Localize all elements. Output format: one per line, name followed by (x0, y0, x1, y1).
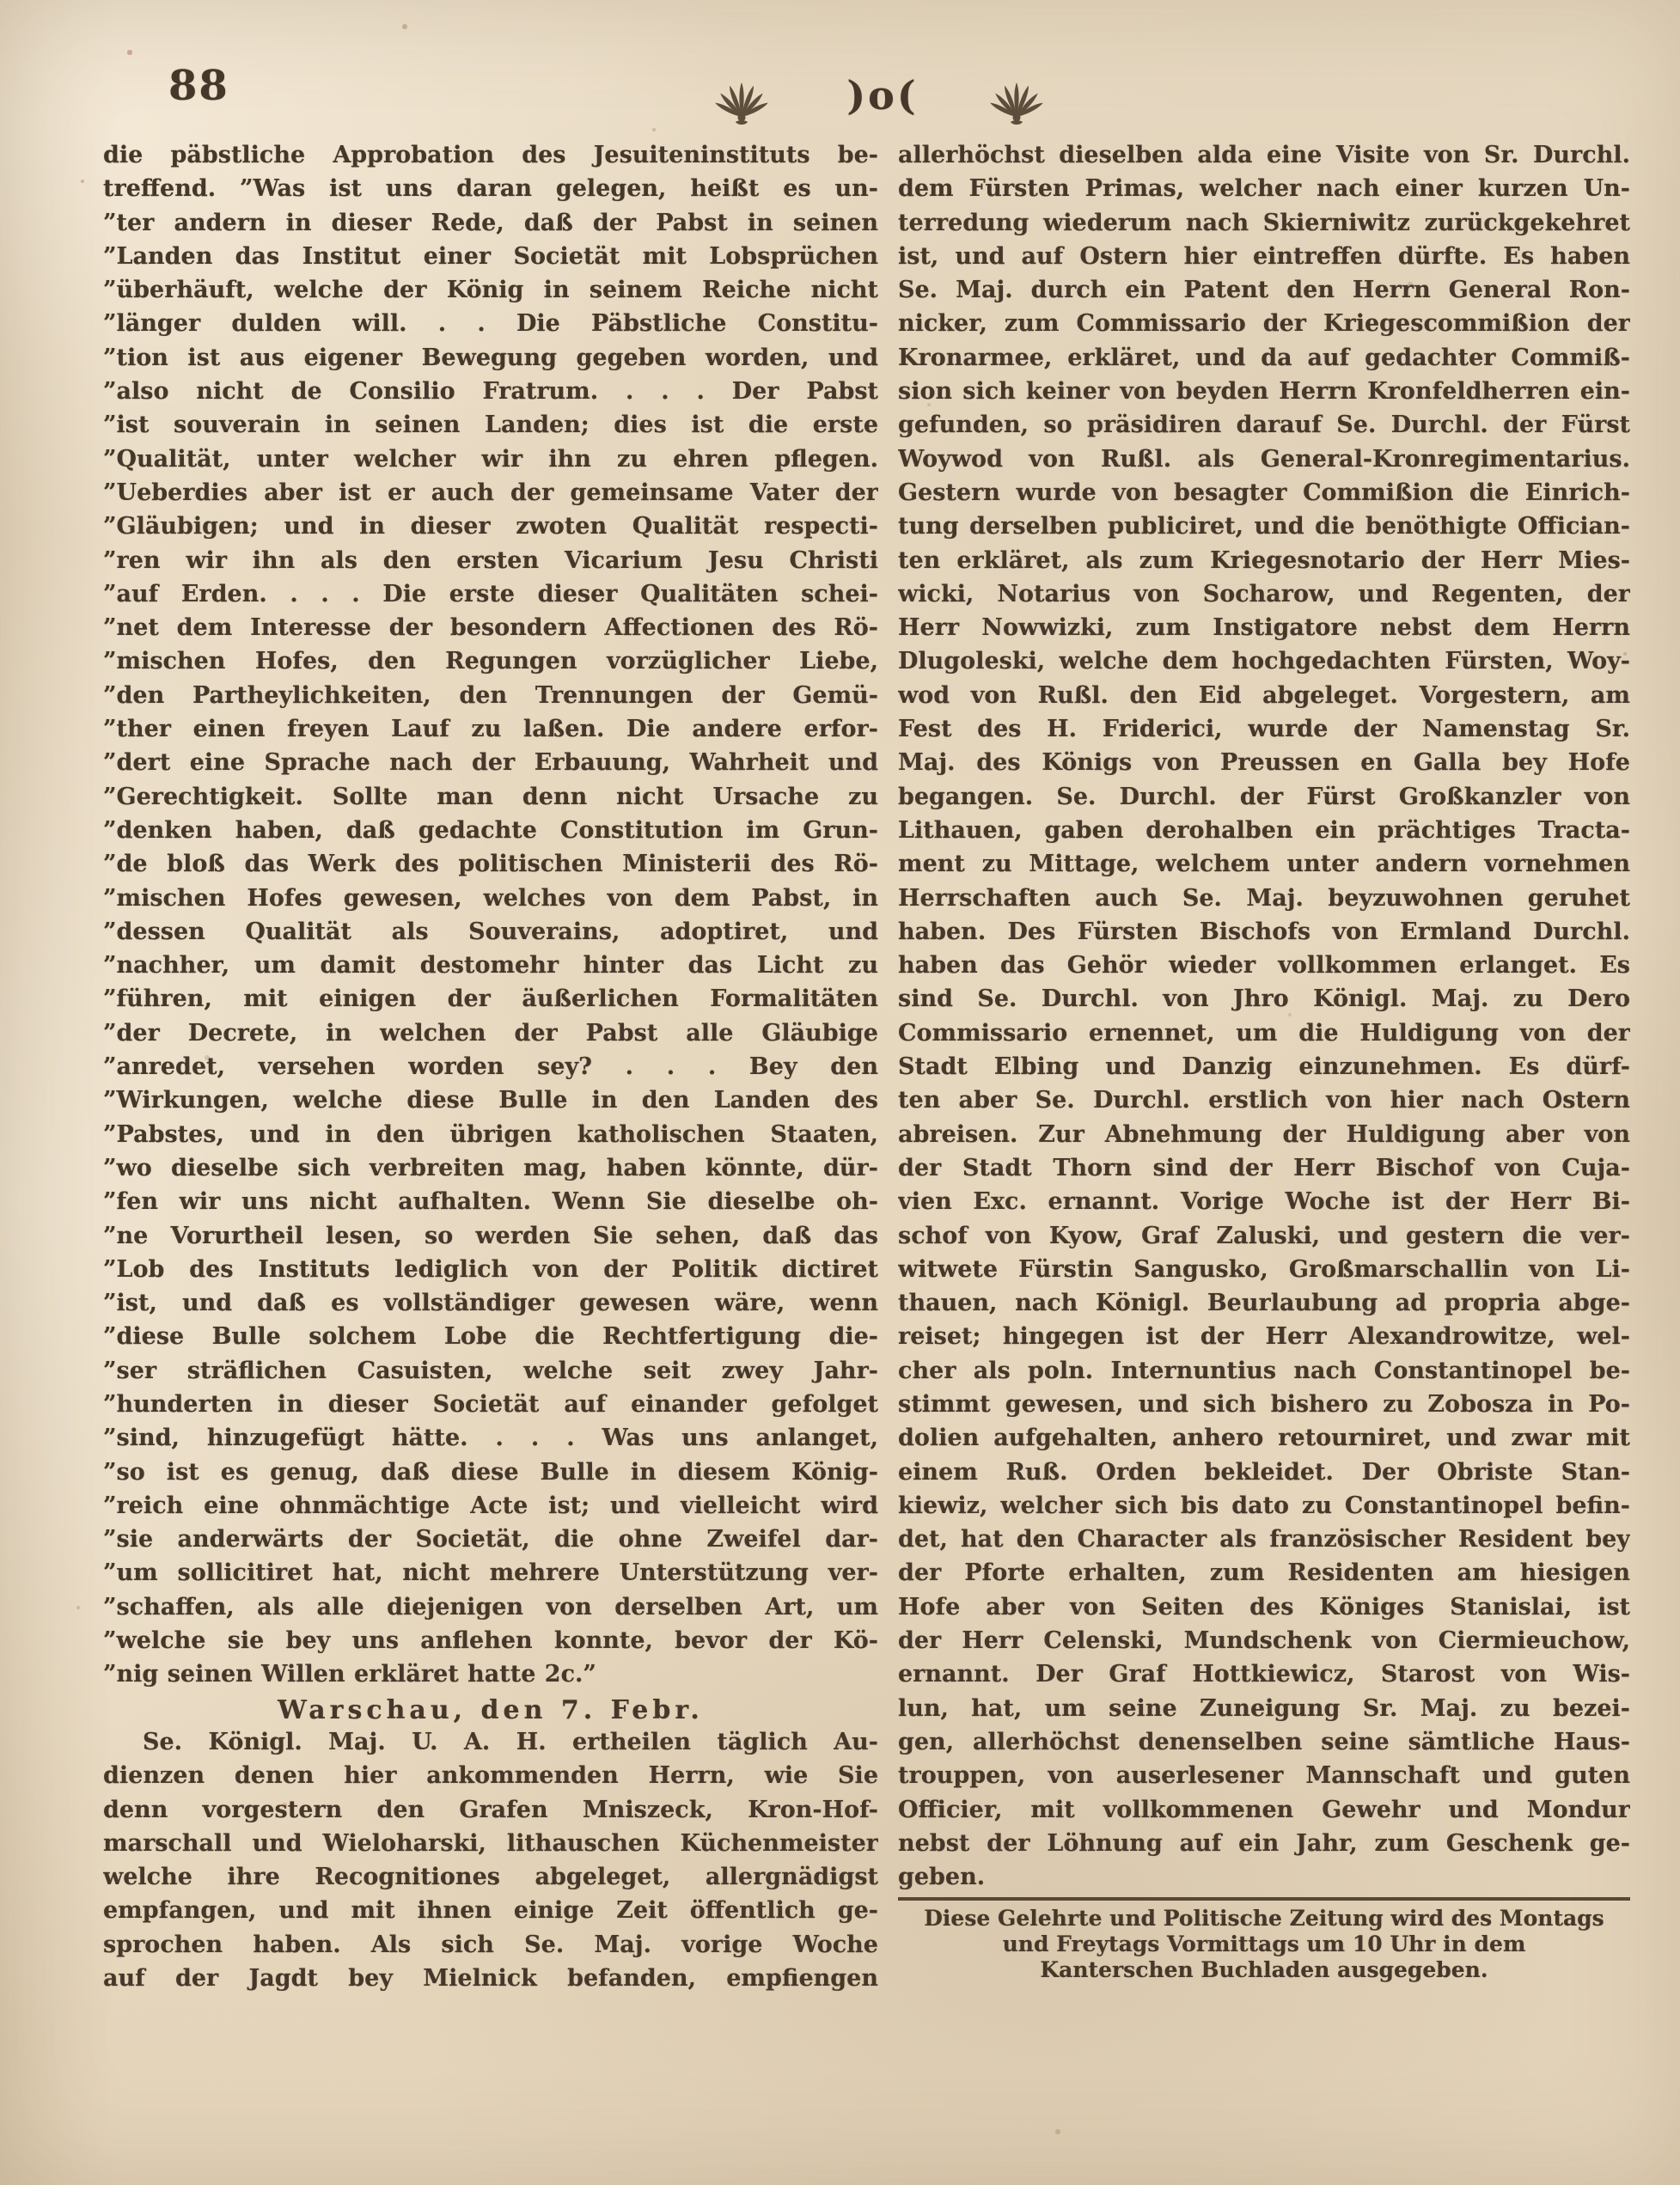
text-line: ”länger dulden will. . . Die Päbstliche Constitu- (103, 310, 878, 338)
text-line: ten erkläret, als zum Kriegesnotario der Herr Mies- (898, 546, 1630, 574)
text-line: stimmt gewesen, und sich bishero zu Zobosza in Po- (898, 1390, 1630, 1418)
text-line: nebst der Löhnung auf ein Jahr, zum Geschenk ge- (898, 1829, 1630, 1857)
text-line: ”Gläubigen; und in dieser zwoten Qualität respecti- (103, 513, 878, 540)
text-line: ”ne Vorurtheil lesen, so werden Sie sehen, daß das (103, 1222, 878, 1249)
text-line: Se. Königl. Maj. U. A. H. ertheilen täglich Au- (143, 1728, 878, 1755)
text-line: kiewiz, welcher sich bis dato zu Constantinopel befin- (898, 1492, 1630, 1519)
imprint-notice (898, 1897, 1630, 1983)
text-line: gen, allerhöchst denenselben seine sämtliche Haus- (898, 1728, 1630, 1755)
text-line: tung derselben publiciret, und die benöthigte Offician- (898, 513, 1630, 540)
text-line: ”ren wir ihn als den ersten Vicarium Jesu Christi (103, 546, 878, 574)
text-line: ”dessen Qualität als Souverains, adoptiret, und (103, 918, 878, 945)
text-line: sprochen haben. Als sich Se. Maj. vorige Woche (103, 1931, 878, 1958)
text-line: wicki, Notarius von Socharow, und Regenten, der (898, 580, 1630, 607)
text-line: ”nachher, um damit destomehr hinter das Licht zu (103, 952, 878, 980)
text-line: ”der Decrete, in welchen der Pabst alle Gläubige (103, 1019, 878, 1047)
text-line: gefunden, so präsidiren darauf Se. Durchl. der Fürst (898, 412, 1630, 439)
footer-line: Kanterschen Buchladen ausgegeben. (1040, 1957, 1488, 1982)
text-line: ”überhäuft, welche der König in seinem Reiche nicht (103, 277, 878, 304)
text-line: dienzen denen hier ankommenden Herrn, wie Sie (103, 1762, 878, 1790)
fleuron-icon (988, 79, 1045, 131)
text-line: der Stadt Thorn sind der Herr Bischof von Cuja- (898, 1154, 1630, 1181)
text-line: ”ter andern in dieser Rede, daß der Pabst in seinen (103, 209, 878, 236)
text-line: ”Ueberdies aber ist er auch der gemeinsame Vater der (103, 479, 878, 506)
text-line: Fest des H. Friderici, wurde der Namenstag Sr. (898, 716, 1630, 743)
text-line: ”wo dieselbe sich verbreiten mag, haben könnte, dür- (103, 1154, 878, 1181)
text-line: ”mischen Hofes, den Regungen vorzüglicher Liebe, (103, 648, 878, 675)
right-text-column (898, 142, 1630, 1897)
fleuron-icon (713, 79, 770, 131)
left-text-column (103, 142, 878, 1999)
text-line: ”Qualität, unter welcher wir ihn zu ehren pflegen. (103, 445, 878, 473)
text-line: lun, hat, um seine Zuneigung Sr. Maj. zu bezei- (898, 1694, 1630, 1722)
paper-specks (0, 0, 2, 2)
text-line: ”Gerechtigkeit. Sollte man denn nicht Ursache zu (103, 783, 878, 810)
text-line: ”diese Bulle solchem Lobe die Rechtfertigung die- (103, 1323, 878, 1351)
text-line: Commissario ernennet, um die Huldigung von der (898, 1019, 1630, 1047)
text-line: Hofe aber von Seiten des Königes Stanislai, ist (898, 1593, 1630, 1620)
text-line: ”ist souverain in seinen Landen; dies ist die erste (103, 412, 878, 439)
text-line: sind Se. Durchl. von Jhro Königl. Maj. zu Dero (898, 986, 1630, 1013)
text-line: dolien aufgehalten, anhero retourniret, und zwar mit (898, 1425, 1630, 1452)
text-line: ”um sollicitiret hat, nicht mehrere Unterstützung ver- (103, 1559, 878, 1587)
text-line: ”hunderten in dieser Societät auf einander gefolget (103, 1390, 878, 1418)
text-line: dem Fürsten Primas, welcher nach einer kurzen Un- (898, 175, 1630, 203)
text-line: Herr Nowwizki, zum Instigatore nebst dem Herrn (898, 614, 1630, 642)
text-line: ”mischen Hofes gewesen, welches von dem Pabst, in (103, 884, 878, 912)
text-line: ”also nicht de Consilio Fratrum. . . . Der Pabst (103, 378, 878, 406)
text-line: treffend. ”Was ist uns daran gelegen, heißt es un- (103, 175, 878, 203)
text-line: Lithauen, gaben derohalben ein prächtiges Tracta- (898, 816, 1630, 844)
text-line: schof von Kyow, Graf Zaluski, und gestern die ver- (898, 1222, 1630, 1249)
text-line: ”ther einen freyen Lauf zu laßen. Die andere erfor- (103, 716, 878, 743)
text-line: ”Landen das Institut einer Societät mit Lobsprüchen (103, 242, 878, 270)
text-line: denn vorgestern den Grafen Mniszeck, Kron-Hof- (103, 1796, 878, 1823)
text-line: der Pforte erhalten, zum Residenten am hiesigen (898, 1559, 1630, 1587)
text-line: ment zu Mittage, welchem unter andern vornehmen (898, 851, 1630, 878)
text-line: begangen. Se. Durchl. der Fürst Großkanzler von (898, 783, 1630, 810)
text-line: Woywod von Rußl. als General-Kronregimentarius. (898, 445, 1630, 473)
text-line: wod von Rußl. den Eid abgeleget. Vorgestern, am (898, 681, 1630, 709)
text-line: ”schaffen, als alle diejenigen von derselben Art, um (103, 1593, 878, 1620)
center-ornament: )o( (846, 72, 919, 119)
text-line: ”de bloß das Werk des politischen Ministerii des Rö- (103, 851, 878, 878)
text-line: Maj. des Königs von Preussen en Galla bey Hofe (898, 749, 1630, 777)
text-line: marschall und Wieloharski, lithauschen Küchenmeister (103, 1829, 878, 1857)
text-line: terredung wiederum nach Skierniwitz zurückgekehret (898, 209, 1630, 236)
text-line: ten aber Se. Durchl. erstlich von hier nach Ostern (898, 1087, 1630, 1114)
text-line: Warschau, den 7. Febr. (278, 1694, 704, 1725)
text-line: Officier, mit vollkommenen Gewehr und Mondur (898, 1796, 1630, 1823)
text-line: sion sich keiner von beyden Herrn Kronfeldherren ein- (898, 378, 1630, 406)
text-line: det, hat den Character als französischer Resident bey (898, 1526, 1630, 1553)
text-line: Kronarmee, erkläret, und da auf gedachter Commiß- (898, 344, 1630, 371)
text-line: trouppen, von auserlesener Mannschaft und guten (898, 1762, 1630, 1790)
text-line: reiset; hingegen ist der Herr Alexandrowitze, wel- (898, 1323, 1630, 1351)
text-line: vien Exc. ernannt. Vorige Woche ist der Herr Bi- (898, 1188, 1630, 1216)
footer-line: und Freytags Vormittags um 10 Uhr in dem (1002, 1932, 1526, 1956)
text-line: auf der Jagdt bey Mielnick befanden, empfiengen (103, 1965, 878, 1993)
text-line: allerhöchst dieselben alda eine Visite von Sr. Durchl. (898, 142, 1630, 168)
text-line: Dlugoleski, welche dem hochgedachten Fürsten, Woy- (898, 648, 1630, 675)
text-line: ”auf Erden. . . . Die erste dieser Qualitäten schei- (103, 580, 878, 607)
footer-line: Diese Gelehrte und Politische Zeitung wird des Montags (924, 1906, 1604, 1931)
text-line: ernannt. Der Graf Hottkiewicz, Starost von Wis- (898, 1661, 1630, 1688)
text-line: ”sind, hinzugefügt hätte. . . . Was uns anlanget, (103, 1425, 878, 1452)
text-line: haben das Gehör wieder vollkommen erlanget. Es (898, 952, 1630, 980)
text-line: witwete Fürstin Sangusko, Großmarschallin von Li- (898, 1255, 1630, 1283)
text-line: ”Lob des Instituts lediglich von der Politik dictiret (103, 1255, 878, 1283)
text-line: abreisen. Zur Abnehmung der Huldigung aber von (898, 1120, 1630, 1148)
text-line: ”reich eine ohnmächtige Acte ist; und vielleicht wird (103, 1492, 878, 1519)
text-line: einem Ruß. Orden bekleidet. Der Obriste Stan- (898, 1458, 1630, 1486)
text-line: ”sie anderwärts der Societät, die ohne Zweifel dar- (103, 1526, 878, 1553)
text-line: ”denken haben, daß gedachte Constitution im Grun- (103, 816, 878, 844)
text-line: ”Wirkungen, welche diese Bulle in den Landen des (103, 1087, 878, 1114)
text-line: die päbstliche Approbation des Jesuiteninstituts be- (103, 142, 878, 168)
text-line: ”welche sie bey uns anflehen konnte, bevor der Kö- (103, 1627, 878, 1655)
text-line: Herrschaften auch Se. Maj. beyzuwohnen geruhet (898, 884, 1630, 912)
text-line: haben. Des Fürsten Bischofs von Ermland Durchl. (898, 918, 1630, 945)
text-line: ”fen wir uns nicht aufhalten. Wenn Sie dieselbe oh- (103, 1188, 878, 1216)
text-line: ”den Partheylichkeiten, den Trennungen der Gemü- (103, 681, 878, 709)
text-line: ”net dem Interesse der besondern Affectionen des Rö- (103, 614, 878, 642)
text-line: welche ihre Recognitiones abgeleget, allergnädigst (103, 1864, 878, 1891)
text-line: thauen, nach Königl. Beurlaubung ad propria abge- (898, 1290, 1630, 1317)
text-line: Stadt Elbing und Danzig einzunehmen. Es dürf- (898, 1053, 1630, 1081)
text-line: ”dert eine Sprache nach der Erbauung, Wahrheit und (103, 749, 878, 777)
text-line: Se. Maj. durch ein Patent den Herrn General Ron- (898, 277, 1630, 304)
text-line: ”führen, mit einigen der äußerlichen Formalitäten (103, 986, 878, 1013)
text-line: ”Pabstes, und in den übrigen katholischen Staaten, (103, 1120, 878, 1148)
text-line: ist, und auf Ostern hier eintreffen dürfte. Es haben (898, 242, 1630, 270)
text-line: ”nig seinen Willen erkläret hatte 2c.” (103, 1661, 596, 1688)
text-line: cher als poln. Internuntius nach Constantinopel be- (898, 1357, 1630, 1384)
text-line: nicker, zum Commissario der Kriegescommißion der (898, 310, 1630, 338)
text-line: der Herr Celenski, Mundschenk von Ciermieuchow, (898, 1627, 1630, 1655)
text-line: empfangen, und mit ihnen einige Zeit öffentlich ge- (103, 1897, 878, 1925)
text-line: ”ser sträflichen Casuisten, welche seit zwey Jahr- (103, 1357, 878, 1384)
text-line: geben. (898, 1864, 986, 1891)
page-number: 88 (168, 62, 229, 110)
text-line: ”anredet, versehen worden sey? . . . Bey den (103, 1053, 878, 1081)
text-line: ”tion ist aus eigener Bewegung gegeben worden, und (103, 344, 878, 371)
text-line: ”ist, und daß es vollständiger gewesen wäre, wenn (103, 1290, 878, 1317)
text-line: ”so ist es genug, daß diese Bulle in diesem König- (103, 1458, 878, 1486)
text-line: Gestern wurde von besagter Commißion die Einrich- (898, 479, 1630, 506)
